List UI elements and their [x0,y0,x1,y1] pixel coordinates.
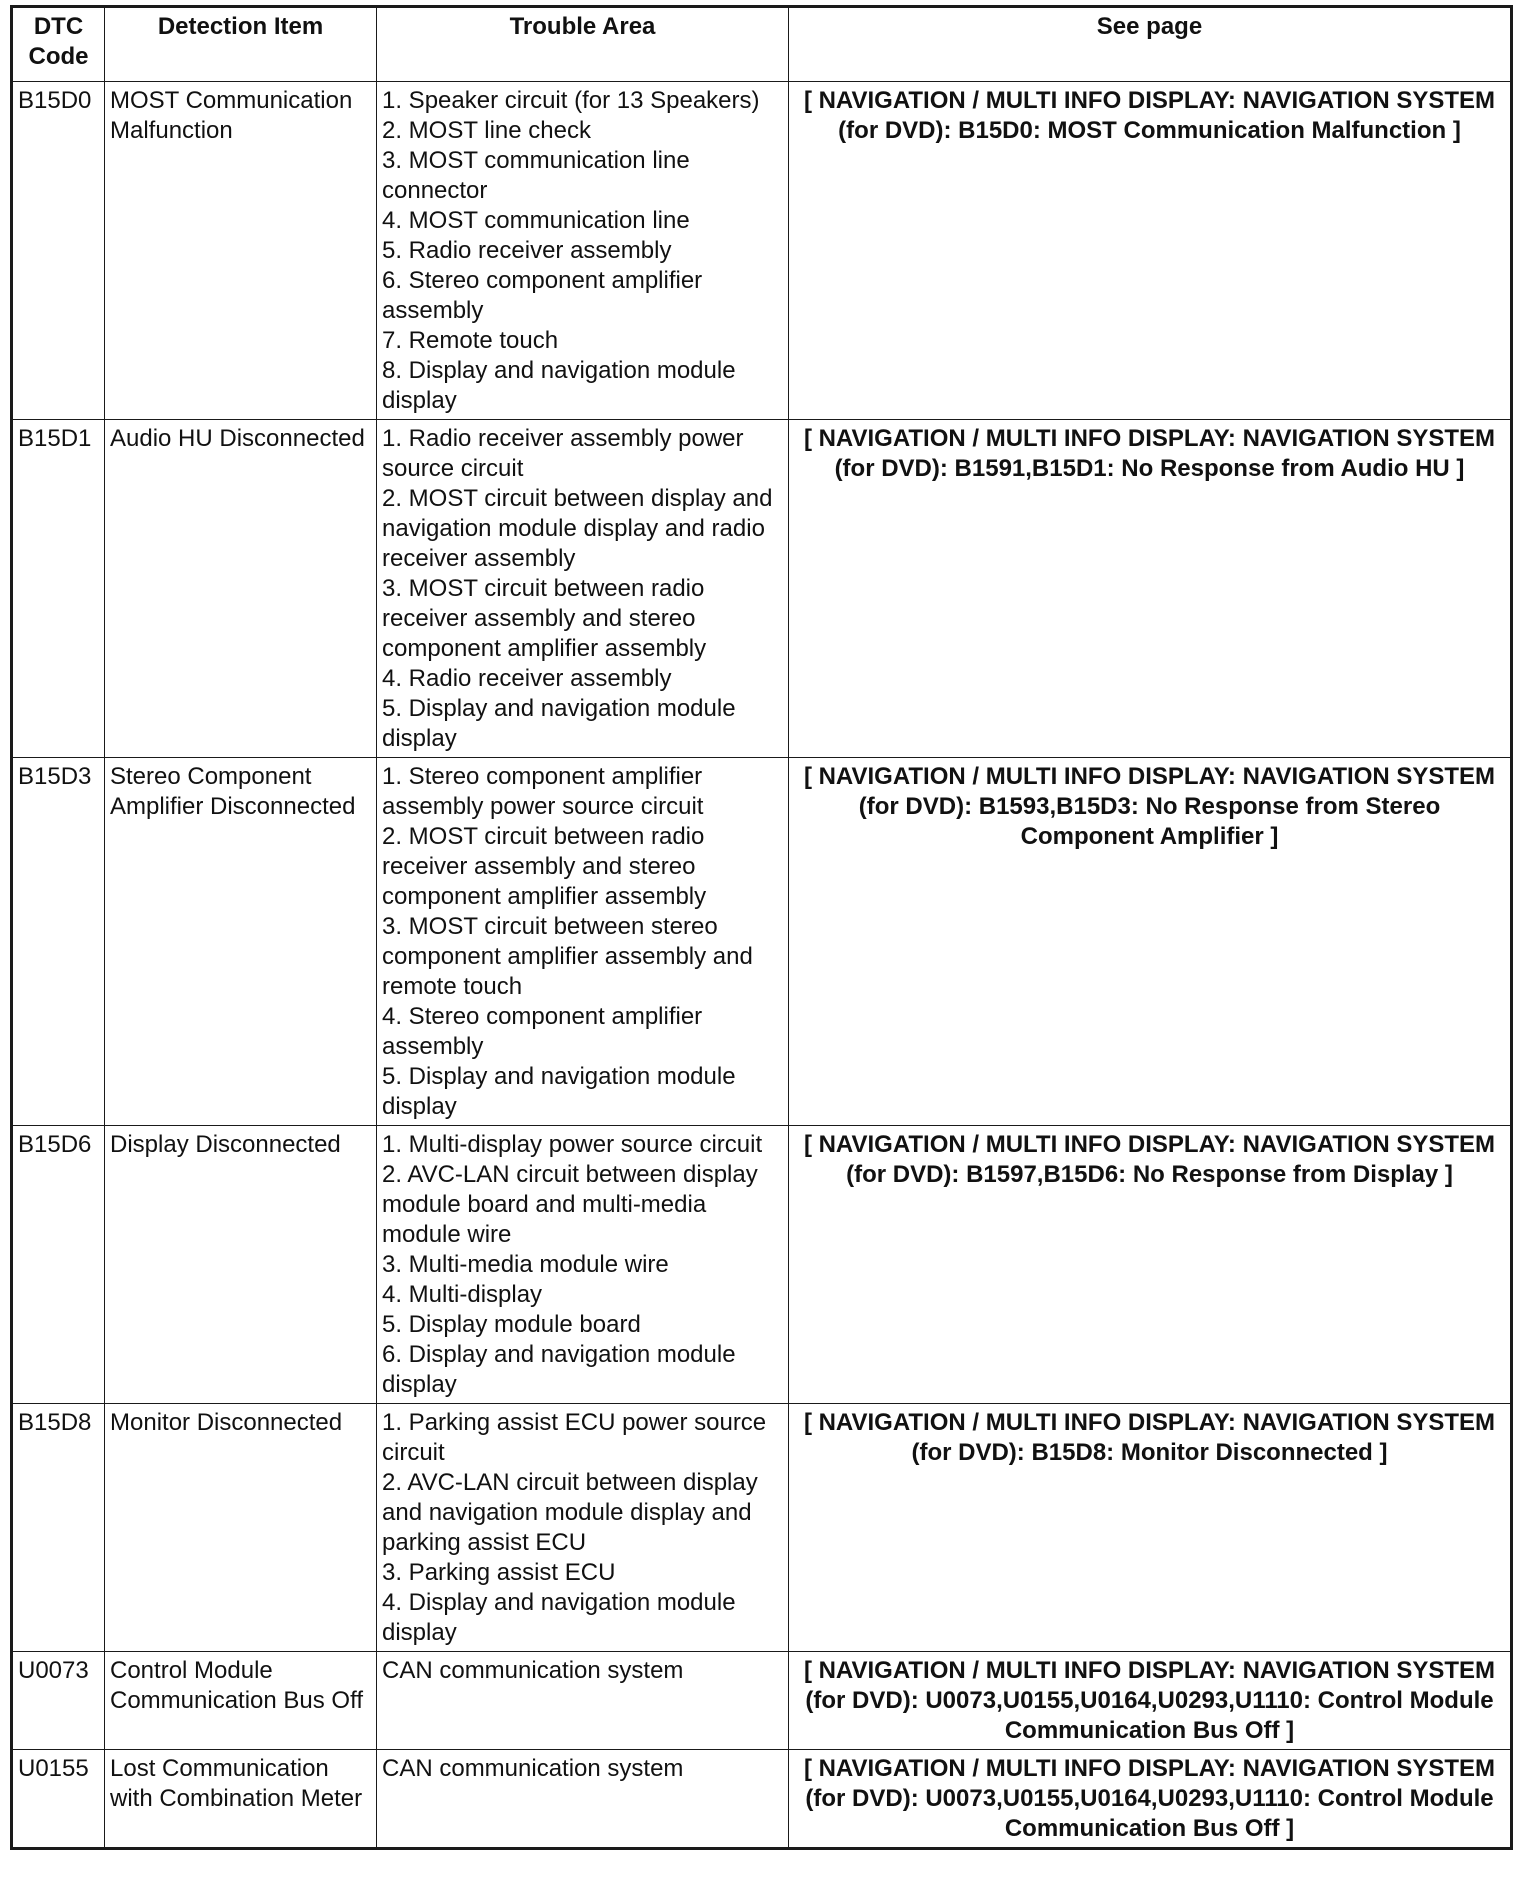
trouble-area-cell [377,82,789,420]
dtc-code-cell: U0073 [12,1652,105,1750]
trouble-area-item: 3. MOST communication line connector [382,147,690,204]
detection-item-cell: Audio HU Disconnected [105,420,377,758]
header-dtc-code: DTC Code [12,7,105,82]
dtc-code-cell: B15D6 [12,1126,105,1404]
trouble-area-item: CAN communication system [382,1755,684,1782]
trouble-area-item: 3. MOST circuit between radio receiver assembly and stereo component amplifier assembly [382,575,707,662]
trouble-area-item: 3. MOST circuit between stereo component amplifier assembly and remote touch [382,913,753,1000]
see-page-link[interactable]: [ NAVIGATION / MULTI INFO DISPLAY: NAVIGATION SYSTEM (for DVD): B1591,B15D1: No Response from Audio HU ] [789,420,1512,758]
header-see-page: See page [789,7,1512,82]
trouble-area-item: 4. Stereo component amplifier assembly [382,1003,703,1060]
see-page-link[interactable]: [ NAVIGATION / MULTI INFO DISPLAY: NAVIGATION SYSTEM (for DVD): U0073,U0155,U0164,U0293,U1110: Control Module Communication Bus Off ] [789,1652,1512,1750]
trouble-area-cell [377,1652,789,1750]
header-trouble-area: Trouble Area [377,7,789,82]
trouble-area-cell [377,420,789,758]
trouble-area-item: 1. Radio receiver assembly power source circuit [382,425,744,482]
trouble-area-item: 4. Radio receiver assembly [382,665,672,692]
table-row [12,1126,1512,1404]
table-row [12,1652,1512,1750]
trouble-area-item: 5. Display module board [382,1311,641,1338]
see-page-link[interactable]: [ NAVIGATION / MULTI INFO DISPLAY: NAVIGATION SYSTEM (for DVD): B1597,B15D6: No Response from Display ] [789,1126,1512,1404]
header-detection-item: Detection Item [105,7,377,82]
trouble-area-item: 2. AVC-LAN circuit between display module board and multi-media module wire [382,1161,758,1248]
trouble-area-item: 5. Radio receiver assembly [382,237,672,264]
trouble-area-cell [377,758,789,1126]
trouble-area-item: 1. Parking assist ECU power source circuit [382,1409,767,1466]
detection-item-cell: Lost Communication with Combination Meter [105,1750,377,1849]
trouble-area-item: 2. MOST line check [382,117,591,144]
see-page-link[interactable]: [ NAVIGATION / MULTI INFO DISPLAY: NAVIGATION SYSTEM (for DVD): B1593,B15D3: No Response from Stereo Component Amplifier ] [789,758,1512,1126]
see-page-link[interactable]: [ NAVIGATION / MULTI INFO DISPLAY: NAVIGATION SYSTEM (for DVD): U0073,U0155,U0164,U0293,U1110: Control Module Communication Bus Off ] [789,1750,1512,1849]
table-header-row [12,7,1512,82]
detection-item-cell: Control Module Communication Bus Off [105,1652,377,1750]
trouble-area-cell [377,1750,789,1849]
dtc-code-cell: B15D0 [12,82,105,420]
trouble-area-item: 6. Display and navigation module display [382,1341,736,1398]
trouble-area-item: 7. Remote touch [382,327,559,354]
trouble-area-item: 2. MOST circuit between radio receiver assembly and stereo component amplifier assembly [382,823,707,910]
table-row [12,1404,1512,1652]
trouble-area-item: 2. AVC-LAN circuit between display and navigation module display and parking assist ECU [382,1469,758,1556]
trouble-area-cell [377,1404,789,1652]
dtc-table [10,5,1513,1850]
trouble-area-item: 8. Display and navigation module display [382,357,736,414]
trouble-area-cell [377,1126,789,1404]
trouble-area-item: 4. MOST communication line [382,207,690,234]
trouble-area-item: 3. Multi-media module wire [382,1251,669,1278]
trouble-area-item: 3. Parking assist ECU [382,1559,616,1586]
detection-item-cell: Stereo Component Amplifier Disconnected [105,758,377,1126]
trouble-area-item: 6. Stereo component amplifier assembly [382,267,703,324]
table-body [12,82,1512,1849]
dtc-code-cell: B15D3 [12,758,105,1126]
detection-item-cell: Monitor Disconnected [105,1404,377,1652]
dtc-code-cell: B15D8 [12,1404,105,1652]
trouble-area-item: 1. Multi-display power source circuit [382,1131,763,1158]
trouble-area-item: 4. Multi-display [382,1281,543,1308]
table-row [12,758,1512,1126]
table-row [12,1750,1512,1849]
dtc-code-cell: B15D1 [12,420,105,758]
detection-item-cell: Display Disconnected [105,1126,377,1404]
trouble-area-item: 4. Display and navigation module display [382,1589,736,1646]
see-page-link[interactable]: [ NAVIGATION / MULTI INFO DISPLAY: NAVIGATION SYSTEM (for DVD): B15D8: Monitor Disconnected ] [789,1404,1512,1652]
dtc-code-cell: U0155 [12,1750,105,1849]
trouble-area-item: CAN communication system [382,1657,684,1684]
see-page-link[interactable]: [ NAVIGATION / MULTI INFO DISPLAY: NAVIGATION SYSTEM (for DVD): B15D0: MOST Communication Malfunction ] [789,82,1512,420]
detection-item-cell: MOST Communication Malfunction [105,82,377,420]
trouble-area-item: 1. Speaker circuit (for 13 Speakers) [382,87,760,114]
trouble-area-item: 1. Stereo component amplifier assembly power source circuit [382,763,704,820]
table-row [12,420,1512,758]
trouble-area-item: 5. Display and navigation module display [382,1063,736,1120]
trouble-area-item: 5. Display and navigation module display [382,695,736,752]
trouble-area-item: 2. MOST circuit between display and navigation module display and radio receiver assembly [382,485,773,572]
table-row [12,82,1512,420]
